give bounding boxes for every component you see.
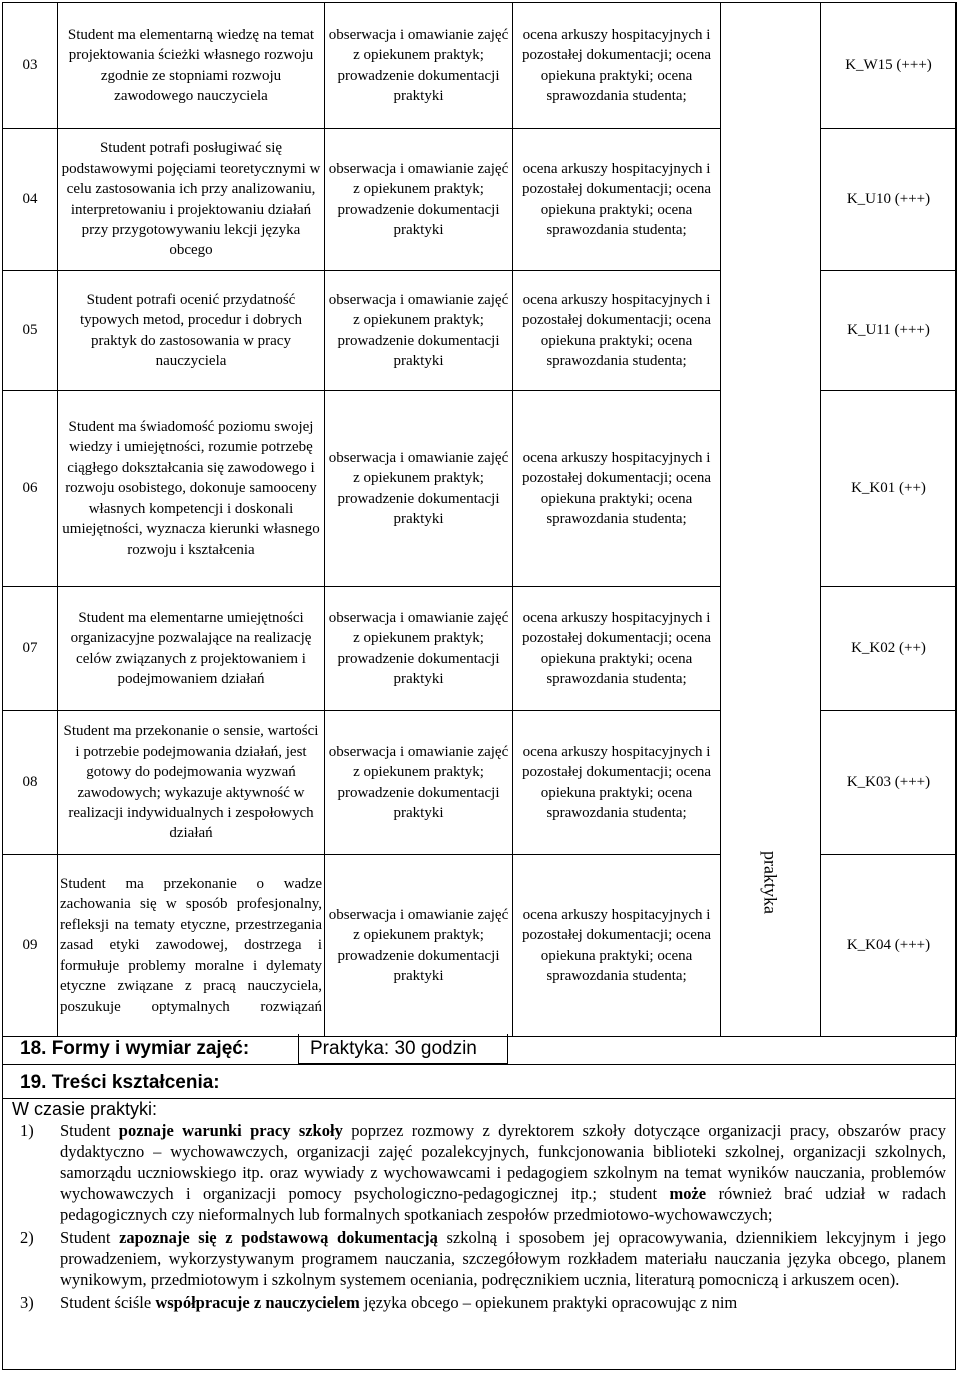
outcome-description: Student potrafi ocenić przydatność typowych metod, procedur i dobrych praktyk do zastosowania w pracy nauczyciela [58, 271, 325, 391]
effect-code: K_K04 (+++) [821, 855, 957, 1037]
outcome-description: Student ma świadomość poziomu swojej wiedzy i umiejętności, rozumie potrzebę ciągłego dokształcania się zawodowego i rozwoju osobistego, dokonuje samooceny własnych kompetencji i doskonali umiejętności, wyznacza kierunki własnego rozwoju i kształcenia [58, 391, 325, 587]
item-text: szkolną i sposobem jej opracowywania, dziennikiem lekcyjnym i jego prowadzeniem, wykorzystywanym programem nauczania, szczegółowym rozkładem materiału nauczania języka obcego, planem wynikowym, przedmiotowym i szkolnym systemem oceniania, podręcznikiem ucznia, literaturą pomocniczą i arkuszem ocen). [60, 1228, 946, 1289]
item-text-pre: Student ściśle [60, 1293, 156, 1312]
item-text-pre: Student [60, 1121, 119, 1140]
row-number: 03 [3, 3, 58, 129]
outcome-description: Student ma przekonanie o wadze zachowania się w sposób profesjonalny, refleksji na tematy etyczne, przestrzegania zasad etyki zawodowej, dostrzega i formułuje problemy moralne i dylematy etyczne związane z pracą nauczyciela, poszukuje optymalnych rozwiązań [58, 855, 325, 1037]
item-number: 1) [20, 1121, 34, 1140]
subject-vertical-label: praktyka [760, 851, 781, 914]
verification-method: obserwacja i omawianie zajęć z opiekunem praktyk; prowadzenie dokumentacji praktyki [325, 271, 513, 391]
item-text-bold: może [669, 1184, 707, 1203]
item-number: 3) [20, 1293, 34, 1312]
item-text: języka obcego – opiekunem praktyki opracowując z nim [359, 1293, 738, 1312]
row-number: 08 [3, 711, 58, 855]
effect-code: K_K03 (+++) [821, 711, 957, 855]
row-number: 06 [3, 391, 58, 587]
effect-code: K_W15 (+++) [821, 3, 957, 129]
verification-method: obserwacja i omawianie zajęć z opiekunem praktyk; prowadzenie dokumentacji praktyki [325, 855, 513, 1037]
subject-column [721, 3, 821, 1037]
effect-code: K_U11 (+++) [821, 271, 957, 391]
assessment-form: ocena arkuszy hospitacyjnych i pozostałej dokumentacji; ocena opiekuna praktyki; ocena sprawozdania studenta; [513, 391, 721, 587]
verification-method: obserwacja i omawianie zajęć z opiekunem praktyk; prowadzenie dokumentacji praktyki [325, 3, 513, 129]
item-text: poprzez rozmowy z dyrektorem szkoły dotyczące organizacji pracy, obszarów pracy dydaktyczno – wychowawczych, organizacji zajęć pozalekcyjnych, funkcjonowania biblioteki szkolnej, organizacji szkolnych, samorządu uczniowskiego itp. oraz wywiady z wychowawcami i pedagogiem szkolnym na temat wyników nauczania, problemów wychowawczych i organizacji pomocy psychologiczno-pedagogicznej itp.; student [60, 1121, 946, 1203]
verification-method: obserwacja i omawianie zajęć z opiekunem praktyk; prowadzenie dokumentacji praktyki [325, 711, 513, 855]
item-text-bold: zapoznaje się z podstawową dokumentacją [119, 1228, 438, 1247]
assessment-form: ocena arkuszy hospitacyjnych i pozostałej dokumentacji; ocena opiekuna praktyki; ocena sprawozdania studenta; [513, 587, 721, 711]
assessment-form: ocena arkuszy hospitacyjnych i pozostałej dokumentacji; ocena opiekuna praktyki; ocena sprawozdania studenta; [513, 129, 721, 271]
effect-code: K_K01 (++) [821, 391, 957, 587]
assessment-form: ocena arkuszy hospitacyjnych i pozostałej dokumentacji; ocena opiekuna praktyki; ocena sprawozdania studenta; [513, 271, 721, 391]
effect-code: K_U10 (+++) [821, 129, 957, 271]
divider [2, 1064, 956, 1065]
verification-method: obserwacja i omawianie zajęć z opiekunem praktyk; prowadzenie dokumentacji praktyki [325, 587, 513, 711]
outcome-description: Student ma elementarną wiedzę na temat projektowania ścieżki własnego rozwoju zgodnie ze stopniami rozwoju zawodowego nauczyciela [58, 3, 325, 129]
outcome-description: Student ma przekonanie o sensie, wartości i potrzebie podejmowania działań, jest gotowy do podejmowania wyzwań zawodowych; wykazuje aktywność w realizacji indywidualnych i zespołowych działań [58, 711, 325, 855]
item-text-pre: Student [60, 1228, 120, 1247]
assessment-form: ocena arkuszy hospitacyjnych i pozostałej dokumentacji; ocena opiekuna praktyki; ocena sprawozdania studenta; [513, 711, 721, 855]
section-18-value: Praktyka: 30 godzin [310, 1038, 477, 1059]
outcome-description: Student potrafi posługiwać się podstawowymi pojęciami teoretycznymi w celu zastosowania ich przy analizowaniu, interpretowaniu i projektowaniu działań przy przygotowywaniu lekcji języka obcego [58, 129, 325, 271]
item-text-bold: współpracuje z nauczycielem [155, 1293, 360, 1312]
verification-method: obserwacja i omawianie zajęć z opiekunem praktyk; prowadzenie dokumentacji praktyki [325, 391, 513, 587]
item-text-bold: poznaje warunki pracy szkoły [118, 1121, 343, 1140]
row-number: 05 [3, 271, 58, 391]
item-number: 2) [20, 1228, 34, 1247]
effect-code: K_K02 (++) [821, 587, 957, 711]
list-item [20, 1292, 946, 1313]
outcome-description: Student ma elementarne umiejętności organizacyjne pozwalające na realizację celów związanych z projektowaniem i podejmowaniem działań [58, 587, 325, 711]
content-list [20, 1120, 946, 1315]
list-item [20, 1120, 946, 1225]
assessment-form: ocena arkuszy hospitacyjnych i pozostałej dokumentacji; ocena opiekuna praktyki; ocena sprawozdania studenta; [513, 855, 721, 1037]
row-number: 04 [3, 129, 58, 271]
section-19-heading: 19. Treści kształcenia: [20, 1072, 220, 1093]
item-text: również brać udział w radach pedagogicznych czy nieformalnych lub formalnych spotkaniach zespołów przedmiotowo-wychowawczych; [60, 1184, 947, 1224]
section-19-intro: W czasie praktyki: [12, 1099, 158, 1119]
row-number: 09 [3, 855, 58, 1037]
section-18-heading: 18. Formy i wymiar zajęć: [20, 1038, 250, 1059]
learning-outcomes-table [2, 2, 957, 1037]
list-item [20, 1227, 946, 1290]
verification-method: obserwacja i omawianie zajęć z opiekunem praktyk; prowadzenie dokumentacji praktyki [325, 129, 513, 271]
table-row [3, 3, 957, 129]
assessment-form: ocena arkuszy hospitacyjnych i pozostałej dokumentacji; ocena opiekuna praktyki; ocena sprawozdania studenta; [513, 3, 721, 129]
row-number: 07 [3, 587, 58, 711]
